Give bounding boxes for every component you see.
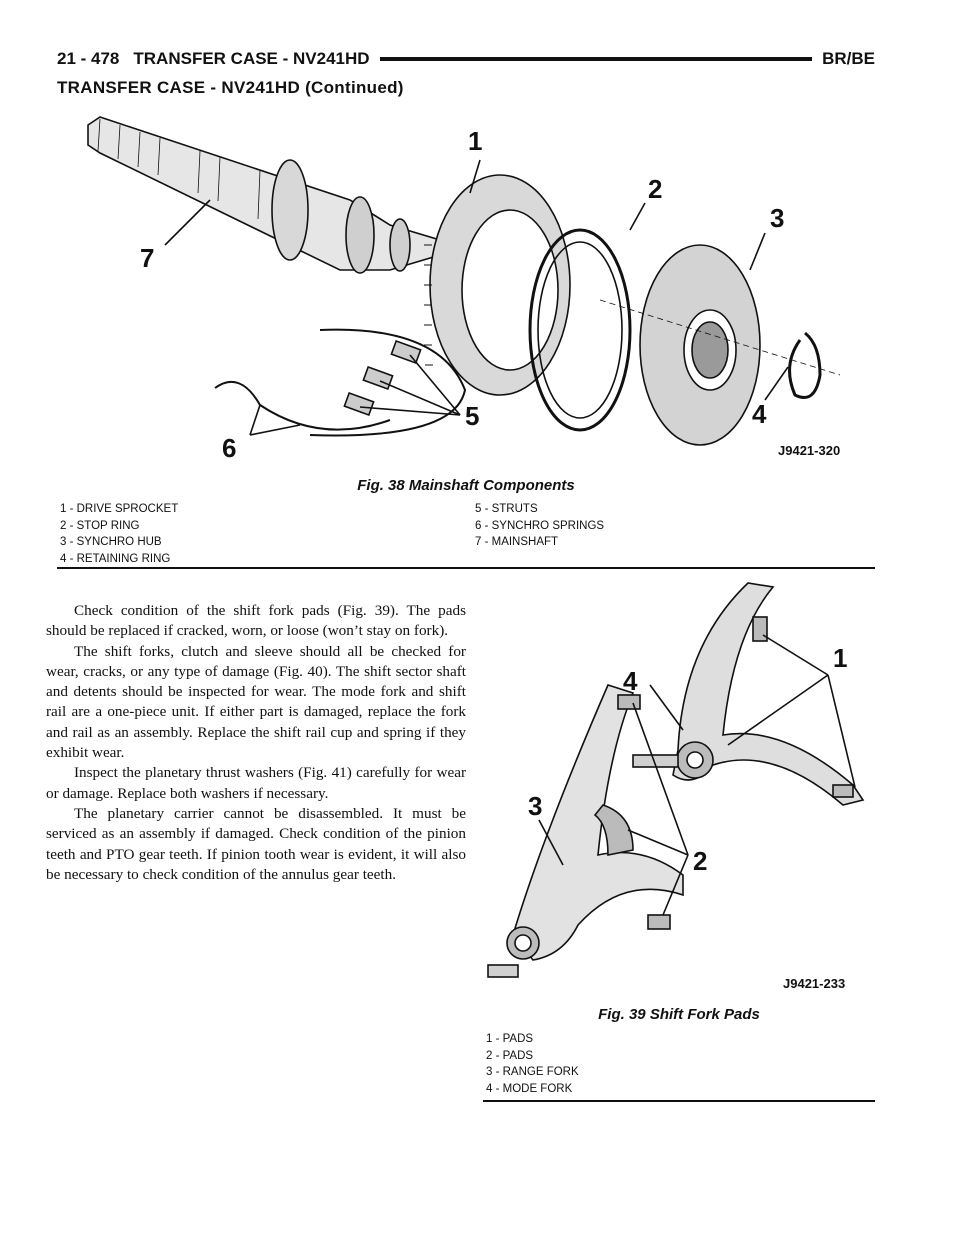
callout-4: 4 (752, 399, 767, 429)
fig38-bottom-rule (57, 567, 875, 569)
legend-item: 1 - DRIVE SPROCKET (60, 503, 179, 515)
page-header (57, 45, 875, 73)
fig38-legend-left (60, 501, 178, 567)
paragraph: The planetary carrier cannot be disassembled. It must be serviced as an assembly if damaged. Check condition of the pinion teeth and PTO gear teeth. If pinion tooth wear is evident, it will also be necessary to check condition of the annulus gear teeth. (46, 804, 466, 883)
body-text (46, 601, 466, 885)
legend-item: 3 - SYNCHRO HUB (60, 536, 162, 548)
section-title: TRANSFER CASE - NV241HD (133, 49, 370, 68)
shift-fork-pads-illustration (483, 575, 875, 995)
legend-item: 4 - MODE FORK (486, 1082, 573, 1095)
legend-item: 6 - SYNCHRO SPRINGS (475, 519, 605, 532)
paragraph: Inspect the planetary thrust washers (Fig. 41) carefully for wear or damage. Replace both washers if necessary. (46, 764, 466, 802)
callout-3: 3 (770, 203, 785, 233)
fig39-bottom-rule (483, 1100, 875, 1102)
callout-5: 5 (465, 401, 480, 431)
fig38-caption: Fig. 38 Mainshaft Components (357, 477, 575, 494)
mainshaft-components-illustration (60, 105, 875, 465)
shift-fork-drawing (483, 575, 875, 995)
mainshaft-drawing (60, 105, 875, 465)
callout-1: 1 (833, 643, 848, 673)
callout-4: 4 (623, 666, 638, 696)
callout-1: 1 (468, 126, 483, 156)
fig39-caption: Fig. 39 Shift Fork Pads (598, 1006, 760, 1023)
legend-item: 2 - PADS (486, 1049, 534, 1062)
legend-item: 5 - STRUTS (475, 503, 538, 515)
fig38-legend-right (475, 501, 604, 551)
fig39-legend (486, 1031, 579, 1097)
image-code: J9421-320 (778, 443, 841, 458)
callout-6: 6 (222, 433, 237, 463)
callout-2: 2 (693, 846, 708, 876)
paragraph: The shift forks, clutch and sleeve should all be checked for wear, cracks, or any type of damage (Fig. 40). The shift sector shaft and detents should be inspected for wear. The mode fork and shift rail are a one-piece unit. If either part is damaged, replace the fork and rail as an assembly. Replace the shift rail cup and spring if they exhibit wear. (46, 642, 466, 762)
paragraph: Check condition of the shift fork pads (Fig. 39). The pads should be replaced if cracked, worn, or loose (won’t stay on fork). (46, 602, 466, 640)
callout-7: 7 (140, 243, 155, 273)
continued-heading: TRANSFER CASE - NV241HD (Continued) (57, 78, 404, 97)
legend-item: 2 - STOP RING (60, 519, 140, 532)
legend-item: 4 - RETAINING RING (60, 552, 171, 565)
image-code: J9421-233 (783, 976, 846, 991)
header-rule (380, 57, 813, 61)
page-number: 21 - 478 (57, 49, 120, 68)
model-code: BR/BE (822, 49, 875, 68)
callout-3: 3 (528, 791, 543, 821)
legend-item: 1 - PADS (486, 1033, 534, 1045)
legend-item: 3 - RANGE FORK (486, 1066, 579, 1078)
callout-2: 2 (648, 174, 663, 204)
legend-item: 7 - MAINSHAFT (475, 536, 559, 548)
